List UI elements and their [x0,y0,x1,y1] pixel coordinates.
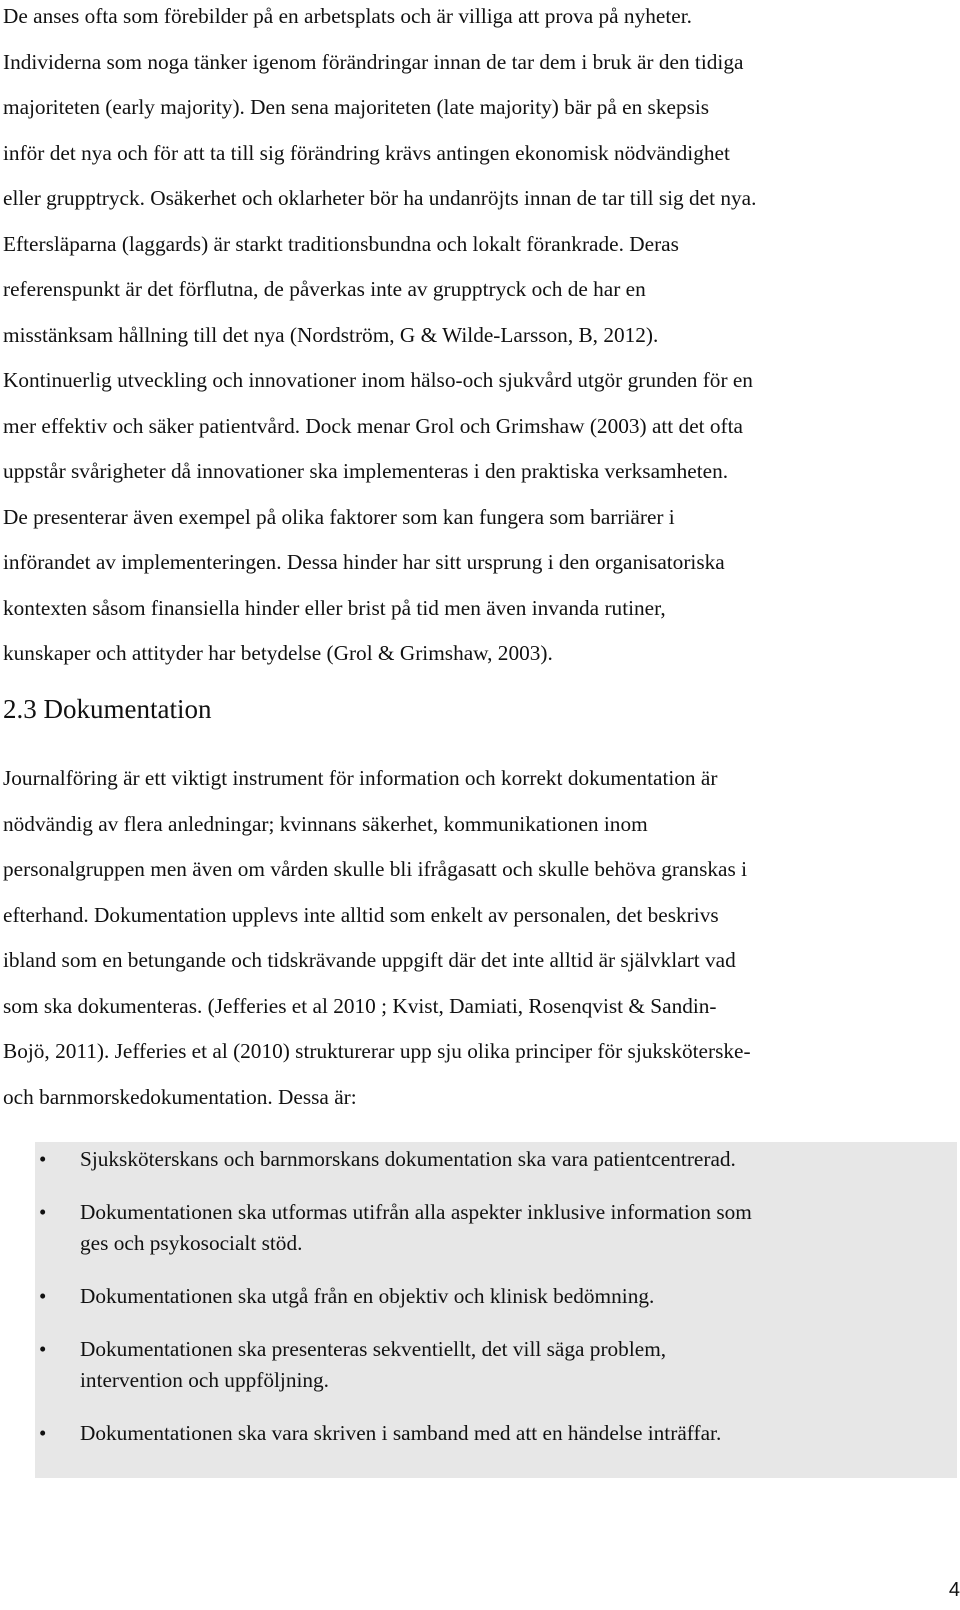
text-line: Journalföring är ett viktigt instrument för information och korrekt dokumentation är [3,766,718,790]
text-line: personalgruppen men även om vården skulle bli ifrågasatt och skulle behöva granskas i [3,857,747,881]
text-line: Eftersläparna (laggards) är starkt traditionsbundna och lokalt förankrade. Deras [3,231,679,256]
body-paragraph-diffusion-of-innovations [3,0,947,677]
list-item [35,1144,957,1175]
bullet-icon: • [39,1200,47,1224]
text-line: Individerna som noga tänker igenom förändringar innan de tar dem i bruk är den tidiga [3,49,744,74]
bullet-icon: • [39,1147,47,1171]
section-heading-dokumentation: 2.3 Dokumentation [3,694,212,724]
text-line: kontexten såsom finansiella hinder eller brist på tid men även invanda rutiner, [3,595,666,620]
list-item-text [80,1144,736,1175]
principles-list-box [35,1142,957,1478]
page-number: 4 [948,1579,960,1601]
text-line: ges och psykosocialt stöd. [80,1231,303,1255]
text-line: som ska dokumenteras. (Jefferies et al 2010 ; Kvist, Damiati, Rosenqvist & Sandin- [3,993,717,1018]
text-line: referenspunkt är det förflutna, de påverkas inte av grupptryck och de har en [3,277,646,301]
list-item [35,1334,957,1396]
text-line: Dokumentationen ska vara skriven i samband med att en händelse inträffar. [80,1421,722,1445]
list-item [35,1418,957,1449]
list-item-text [80,1281,654,1312]
text-line: inför det nya och för att ta till sig förändring krävs antingen ekonomisk nödvändighet [3,140,730,165]
text-line: Kontinuerlig utveckling och innovationer inom hälso-och sjukvård utgör grunden för en [3,368,753,392]
text-line: kunskaper och attityder har betydelse (Grol & Grimshaw, 2003). [3,641,553,665]
text-line: mer effektiv och säker patientvård. Dock menar Grol och Grimshaw (2003) att det ofta [3,413,744,438]
bullet-icon: • [39,1337,47,1361]
text-line: misstänksam hållning till det nya (Nordström, G & Wilde-Larsson, B, 2012). [3,322,659,347]
list-item [35,1197,957,1259]
text-line: Dokumentationen ska presenteras sekventiellt, det vill säga problem, [80,1337,667,1361]
text-line: uppstår svårigheter då innovationer ska implementeras i den praktiska verksamheten. [3,459,729,483]
bullet-icon: • [39,1284,47,1308]
text-line: intervention och uppföljning. [80,1368,330,1392]
text-line: majoriteten (early majority). Den sena majoriteten (late majority) bär på en skepsis [3,95,710,119]
list-item-text [80,1334,666,1396]
text-line: införandet av implementeringen. Dessa hinder har sitt ursprung i den organisatoriska [3,550,725,574]
body-paragraph-dokumentation [3,756,947,1120]
text-line: ibland som en betungande och tidskrävande uppgift där det inte alltid är självklart vad [3,948,736,972]
text-line: De presenterar även exempel på olika faktorer som kan fungera som barriärer i [3,504,675,529]
bullet-icon: • [39,1421,47,1445]
text-line: De anses ofta som förebilder på en arbetsplats och är villiga att prova på nyheter. [3,4,692,28]
text-line: eller grupptryck. Osäkerhet och oklarheter bör ha undanröjts innan de tar till sig det nya. [3,186,757,210]
text-line: Dokumentationen ska utgå från en objektiv och klinisk bedömning. [80,1284,655,1308]
list-item-text [80,1418,721,1449]
text-line: Sjuksköterskans och barnmorskans dokumentation ska vara patientcentrerad. [80,1147,736,1171]
text-line: och barnmorskedokumentation. Dessa är: [3,1084,357,1109]
text-line: Dokumentationen ska utformas utifrån alla aspekter inklusive information som [80,1200,752,1224]
list-item [35,1281,957,1312]
text-line: Bojö, 2011). Jefferies et al (2010) strukturerar upp sju olika principer för sjuksköterske- [3,1039,751,1063]
text-line: nödvändig av flera anledningar; kvinnans säkerhet, kommunikationen inom [3,811,648,836]
list-item-text [80,1197,752,1259]
text-line: efterhand. Dokumentation upplevs inte alltid som enkelt av personalen, det beskrivs [3,902,719,927]
